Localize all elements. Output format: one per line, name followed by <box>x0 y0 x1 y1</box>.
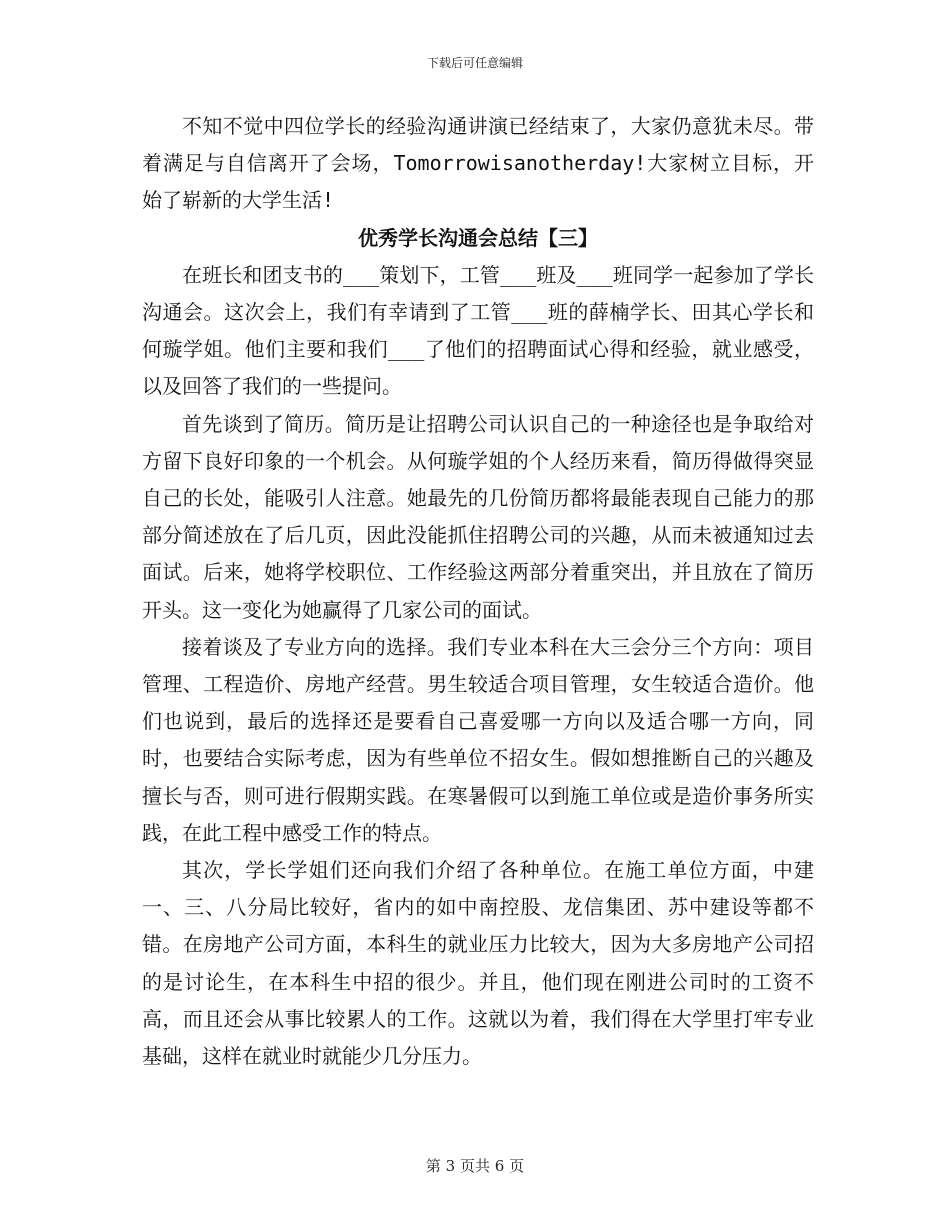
document-body <box>142 108 814 1075</box>
body-paragraph: 接着谈及了专业方向的选择。我们专业本科在大三会分三个方向：项目管理、工程造价、房地产经营。男生较适合项目管理，女生较适合造价。他们也说到，最后的选择还是要看自己喜爱哪一方向以及适合哪一方向，同时，也要结合实际考虑，因为有些单位不招女生。假如想推断自己的兴趣及擅长与否，则可进行假期实践。在寒暑假可以到施工单位或是造价事务所实践，在此工程中感受工作的特点。 <box>142 634 814 845</box>
header-note: 下载后可任意编辑 <box>426 56 523 70</box>
body-paragraph: 首先谈到了简历。简历是让招聘公司认识自己的一种途径也是争取给对方留下良好印象的一个机会。从何璇学姐的个人经历来看，简历得做得突显自己的长处，能吸引人注意。她最先的几份简历都将最能表现自己能力的那部分简述放在了后几页，因此没能抓住招聘公司的兴趣，从而未被通知过去面试。后来，她将学校职位、工作经验这两部分着重突出，并且放在了简历开头。这一变化为她赢得了几家公司的面试。 <box>142 411 814 622</box>
page-indicator: 第 3 页共 6 页 <box>425 1157 525 1175</box>
body-paragraph: 在班长和团支书的___策划下，工管___班及___班同学一起参加了学长沟通会。这次会上，我们有幸请到了工管___班的薛楠学长、田其心学长和何璇学姐。他们主要和我们___了他们的招聘面试心得和经验，就业感受，以及回答了我们的一些提问。 <box>142 262 814 399</box>
intro-paragraph: 不知不觉中四位学长的经验沟通讲演已经结束了，大家仍意犹未尽。带着满足与自信离开了会场，Tomorrowisanotherday!大家树立目标，开始了崭新的大学生活! <box>142 114 814 213</box>
body-paragraph: 其次，学长学姐们还向我们介绍了各种单位。在施工单位方面，中建一、三、八分局比较好，省内的如中南控股、龙信集团、苏中建设等都不错。在房地产公司方面，本科生的就业压力比较大，因为大多房地产公司招的是讨论生，在本科生中招的很少。并且，他们现在刚进公司时的工资不高，而且还会从事比较累人的工作。这就以为着，我们得在大学里打牢专业基础，这样在就业时就能少几分压力。 <box>142 858 814 1069</box>
section-title: 优秀学长沟通会总结【三】 <box>358 225 598 250</box>
